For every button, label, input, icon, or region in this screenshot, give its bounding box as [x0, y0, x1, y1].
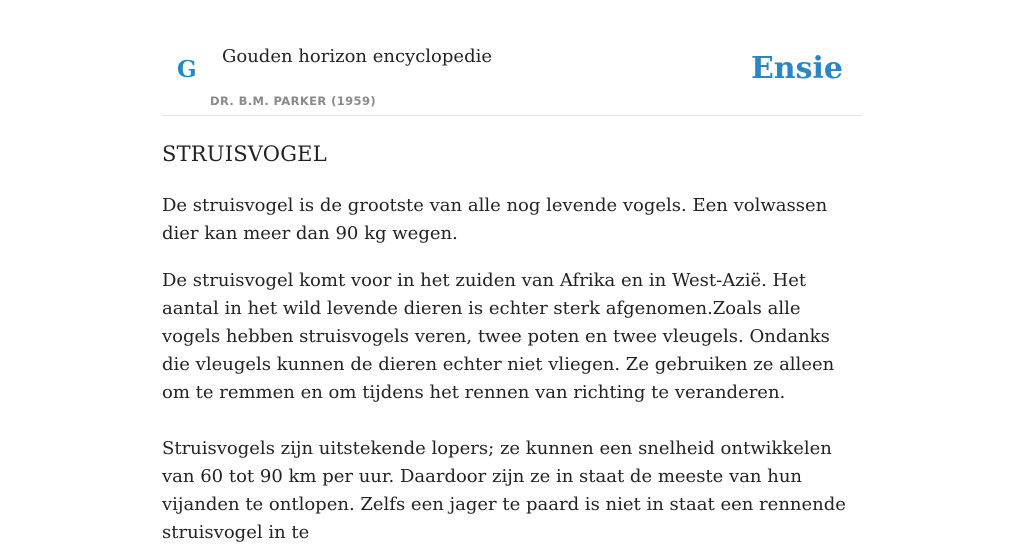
article-paragraph: De struisvogel is de grootste van alle nog levende vogels. Een volwassen dier kan meer dan 90 kg wegen.: [162, 195, 828, 244]
article-paragraph: Struisvogels zijn uitstekende lopers; ze kunnen een snelheid ontwikkelen van 60 tot 90 km per uur. Daardoor zijn ze in staat de meeste van hun vijanden te ontlopen. Zelfs een jager te paard is niet in staat een rennende struisvogel in te: [162, 438, 846, 543]
article-title: STRUISVOGEL: [162, 142, 327, 166]
book-title-link[interactable]: Gouden horizon encyclopedie: [222, 46, 492, 67]
book-author: DR. B.M. PARKER (1959): [210, 94, 377, 108]
article-body: [162, 192, 862, 547]
page: [162, 0, 862, 543]
brand-logo-link[interactable]: Ensie: [750, 51, 843, 86]
header: [162, 0, 862, 116]
article-paragraph: De struisvogel komt voor in het zuiden van Afrika en in West-Azië. Het aantal in het wild levende dieren is echter sterk afgenomen.Zoals alle vogels hebben struisvogels veren, twee poten en twee vleugels. Ondanks die vleugels kunnen de dieren echter niet vliegen. Ze gebruiken ze alleen om te remmen en om tijdens het rennen van richting te veranderen.: [162, 270, 835, 403]
book-logo-icon[interactable]: G: [177, 56, 197, 83]
